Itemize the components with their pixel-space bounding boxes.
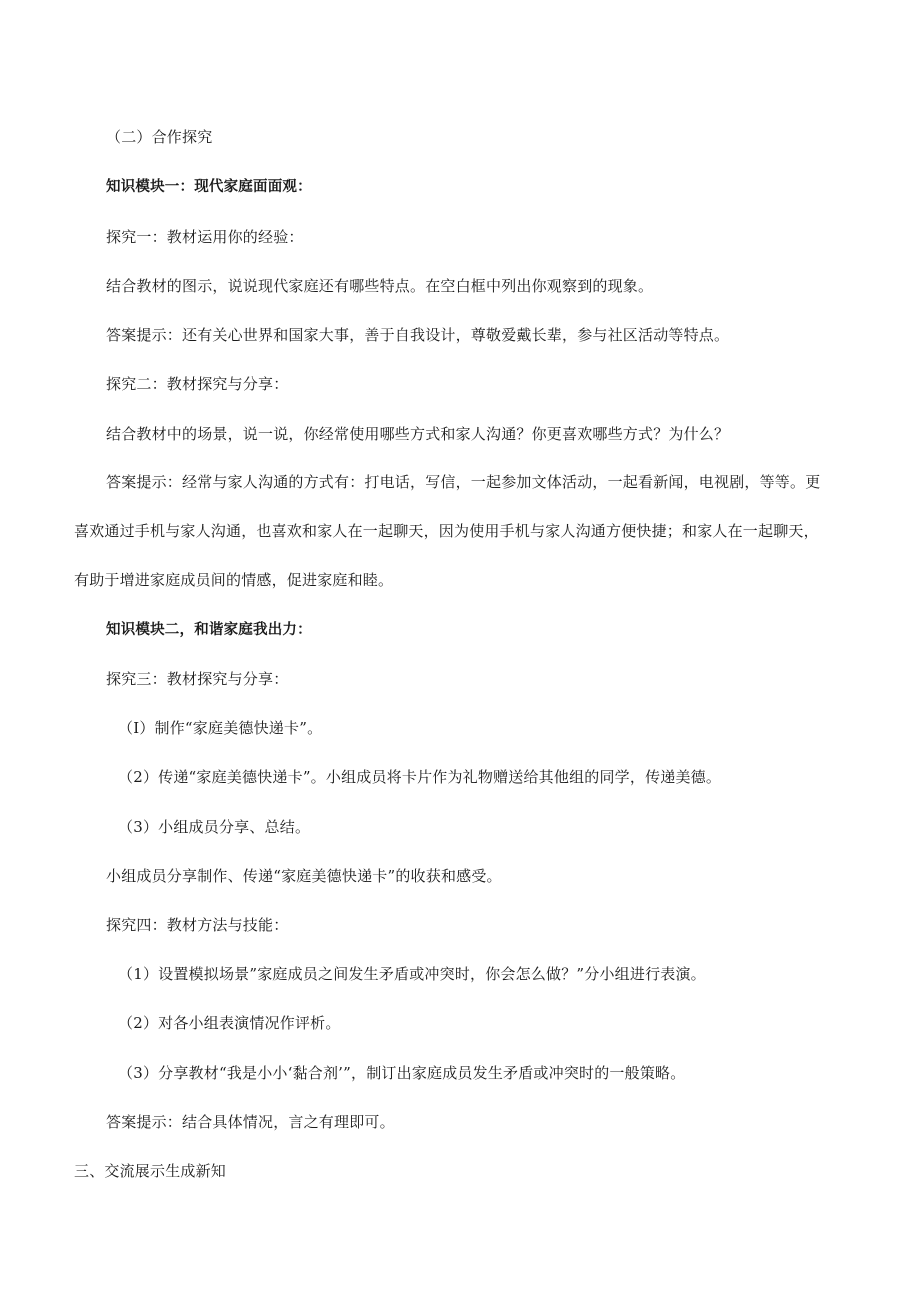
inquiry2-answer-line: 喜欢通过手机与家人沟通，也喜欢和家人在一起聊天，因为使用手机与家人沟通方便快捷；和家人在一起聊天，	[74, 522, 819, 540]
inquiry4-title: 探究四：教材方法与技能：	[106, 916, 289, 934]
inquiry3-title: 探究三：教材探究与分享：	[106, 670, 289, 688]
inquiry2-answer-line: 答案提示：经常与家人沟通的方式有：打电话，写信，一起参加文体活动，一起看新闻，电视剧，等等。更	[106, 473, 821, 491]
inquiry2-prompt: 结合教材中的场景，说一说，你经常使用哪些方式和家人沟通？你更喜欢哪些方式？为什么？	[106, 425, 730, 443]
inquiry3-step: （I）制作“家庭美德快递卡”。	[118, 719, 323, 737]
inquiry1-answer: 答案提示：还有关心世界和国家大事，善于自我设计，尊敬爱戴长辈，参与社区活动等特点。	[106, 326, 730, 344]
inquiry2-title: 探究二：教材探究与分享：	[106, 375, 289, 393]
inquiry4-step: （2）对各小组表演情况作评析。	[118, 1014, 341, 1032]
section3-title: 三、交流展示生成新知	[74, 1162, 227, 1180]
inquiry2-answer-line: 有助于增进家庭成员间的情感，促进家庭和睦。	[74, 571, 394, 589]
inquiry3-step: （3）小组成员分享、总结。	[118, 818, 311, 836]
inquiry4-step: （3）分享教材“我是小小‘黏合剂’”，制订出家庭成员发生矛盾或冲突时的一般策略。	[118, 1064, 686, 1082]
inquiry1-title: 探究一：教材运用你的经验：	[106, 228, 304, 246]
module2-heading: 知识模块二，和谐家庭我出力：	[106, 622, 312, 638]
subsection-title: （二）合作探究	[106, 128, 213, 146]
inquiry4-step: （1）设置模拟场景”家庭成员之间发生矛盾或冲突时，你会怎么做？”分小组进行表演。	[118, 965, 706, 983]
inquiry4-answer: 答案提示：结合具体情况，言之有理即可。	[106, 1113, 395, 1131]
module1-heading: 知识模块一：现代家庭面面观：	[106, 179, 312, 195]
inquiry3-summary: 小组成员分享制作、传递“家庭美德快递卡”的收获和感受。	[106, 867, 502, 885]
inquiry3-step: （2）传递“家庭美德快递卡”。小组成员将卡片作为礼物赠送给其他组的同学，传递美德。	[118, 768, 722, 786]
inquiry1-prompt: 结合教材的图示，说说现代家庭还有哪些特点。在空白框中列出你观察到的现象。	[106, 277, 654, 295]
